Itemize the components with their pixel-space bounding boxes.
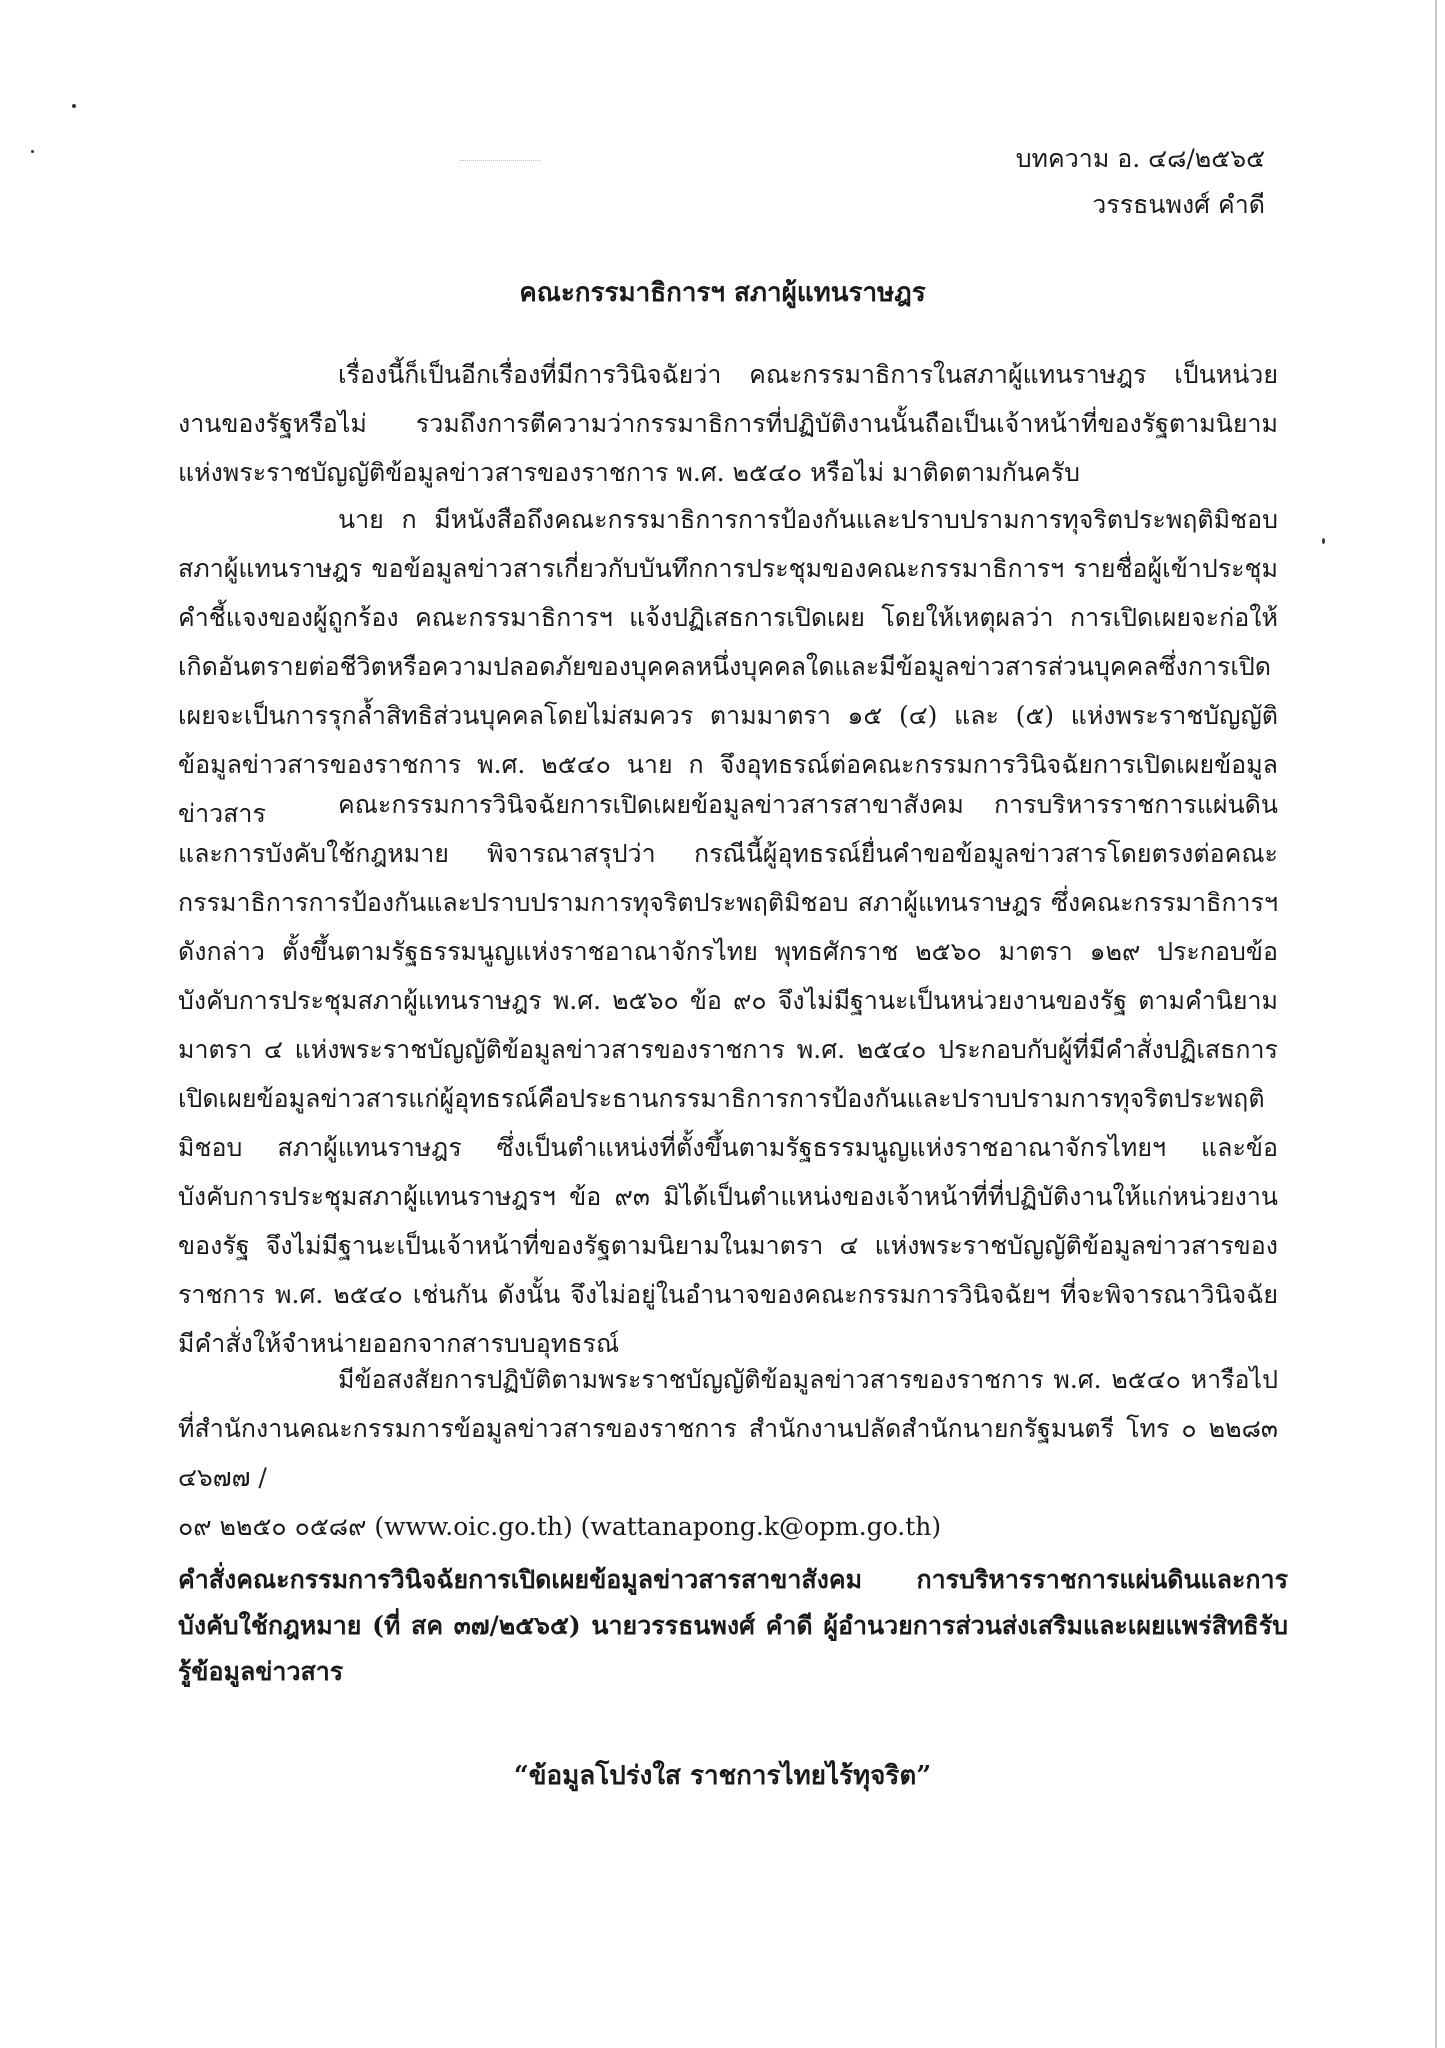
paragraph-text: คณะกรรมการวินิจฉัยการเปิดเผยข้อมูลข่าวสารสาขาสังคม การบริหารราชการแผ่นดินและการบังคับใช้กฎหมาย พิจารณาสรุปว่า กรณีนี้ผู้อุทธรณ์ยื่นคำขอข้อมูลข่าวสารโดยตรงต่อคณะกรรมาธิการการป้องกันและปราบปรามการทุจริตประพฤติมิชอบ สภาผู้แทนราษฎร ซึ่งคณะกรรมาธิการฯ ดังกล่าว ตั้งขึ้นตามรัฐธรรมนูญแห่งราชอาณาจักรไทย พุทธศักราช ๒๕๖๐ มาตรา ๑๒๙ ประกอบข้อบังคับการประชุมสภาผู้แทนราษฎร พ.ศ. ๒๕๖๐ ข้อ ๙๐ จึงไม่มีฐานะเป็นหน่วยงานของรัฐ ตามคำนิยามมาตรา ๔ แห่งพระราชบัญญัติข้อมูลข่าวสารของราชการ พ.ศ. ๒๕๔๐ ประกอบกับผู้ที่มีคำสั่งปฏิเสธการเปิดเผยข้อมูลข่าวสารแก่ผู้อุทธรณ์คือประธานกรรมาธิการการป้องกันและปราบปรามการทุจริตประพฤติมิชอบ สภาผู้แทนราษฎร ซึ่งเป็นตำแหน่งที่ตั้งขึ้นตามรัฐธรรมนูญแห่งราชอาณาจักรไทยฯ และข้อบังคับการประชุมสภาผู้แทนราษฎรฯ ข้อ ๙๓ มิได้เป็นตำแหน่งของเจ้าหน้าที่ที่ปฏิบัติงานให้แก่หน่วยงานของรัฐ จึงไม่มีฐานะเป็นเจ้าหน้าที่ของรัฐตามนิยามในมาตรา ๔ แห่งพระราชบัญญัติข้อมูลข่าวสารของราชการ พ.ศ. ๒๕๔๐ เช่นกัน ดังนั้น จึงไม่อยู่ในอำนาจของคณะกรรมการวินิจฉัยฯ ที่จะพิจารณาวินิจฉัย มีคำสั่งให้จำหน่ายออกจากสารบบอุทธรณ์ — [178, 790, 1278, 1358]
paragraph-contact — [178, 1355, 1278, 1551]
paragraph-decision — [178, 780, 1278, 1368]
document-title: คณะกรรมาธิการฯ สภาผู้แทนราษฎร — [519, 278, 926, 308]
slogan: “ข้อมูลโปร่งใส ราชการไทยไร้ทุจริต” — [513, 1761, 932, 1791]
paragraph-text: เรื่องนี้ก็เป็นอีกเรื่องที่มีการวินิจฉัยว่า คณะกรรมาธิการในสภาผู้แทนราษฎร เป็นหน่วยงานของรัฐหรือไม่ รวมถึงการตีความว่ากรรมาธิการที่ปฏิบัติงานนั้นถือเป็นเจ้าหน้าที่ของรัฐตามนิยามแห่งพระราชบัญญัติข้อมูลข่าวสารของราชการ พ.ศ. ๒๕๔๐ หรือไม่ มาติดตามกันครับ — [178, 360, 1278, 487]
paragraph-text: นาย ก มีหนังสือถึงคณะกรรมาธิการการป้องกันและปราบปรามการทุจริตประพฤติมิชอบ สภาผู้แทนราษฎร ขอข้อมูลข่าวสารเกี่ยวกับบันทึกการประชุมของคณะกรรมาธิการฯ รายชื่อผู้เข้าประชุม คำชี้แจงของผู้ถูกร้อง คณะกรรมาธิการฯ แจ้งปฏิเสธการเปิดเผย โดยให้เหตุผลว่า การเปิดเผยจะก่อให้เกิดอันตรายต่อชีวิตหรือความปลอดภัยของบุคคลหนึ่งบุคคลใดและมีข้อมูลข่าวสารส่วนบุคคลซึ่งการเปิดเผยจะเป็นการรุกล้ำสิทธิส่วนบุคคลโดยไม่สมควร ตามมาตรา ๑๕ (๔) และ (๕) แห่งพระราชบัญญัติข้อมูลข่าวสารของราชการ พ.ศ. ๒๕๔๐ นาย ก จึงอุทธรณ์ต่อคณะกรรมการวินิจฉัยการเปิดเผยข้อมูลข่าวสาร — [178, 505, 1278, 828]
document-reference-block — [1016, 136, 1265, 228]
scan-speck — [72, 104, 76, 108]
contact-line: ๐๙ ๒๒๕๐ ๐๕๘๙ (www.oic.go.th) (wattanapong.k@opm.go.th) — [178, 1512, 942, 1541]
author-name: วรรธนพงศ์ คำดี — [1092, 190, 1265, 219]
article-reference: บทความ อ. ๔๘/๒๕๖๕ — [1015, 144, 1265, 173]
paragraph-text: มีข้อสงสัยการปฏิบัติตามพระราชบัญญัติข้อมูลข่าวสารของราชการ พ.ศ. ๒๕๔๐ หารือไปที่สำนักงานคณะกรรมการข้อมูลข่าวสารของราชการ สำนักงานปลัดสำนักนายกรัฐมนตรี โทร ๐ ๒๒๘๓ ๔๖๗๗ / — [178, 1365, 1278, 1492]
scan-smudge — [460, 160, 540, 163]
scan-speck — [1322, 538, 1325, 544]
scan-speck — [31, 150, 34, 153]
paragraph-intro — [178, 350, 1278, 497]
committee-order: คำสั่งคณะกรรมการวินิจฉัยการเปิดเผยข้อมูลข่าวสารสาขาสังคม การบริหารราชการแผ่นดินและการบังคับใช้กฎหมาย (ที่ สค ๓๗/๒๕๖๕) นายวรรธนพงศ์ คำดี ผู้อำนวยการส่วนส่งเสริมและเผยแพร่สิทธิรับรู้ข้อมูลข่าวสาร — [178, 1565, 1288, 1686]
